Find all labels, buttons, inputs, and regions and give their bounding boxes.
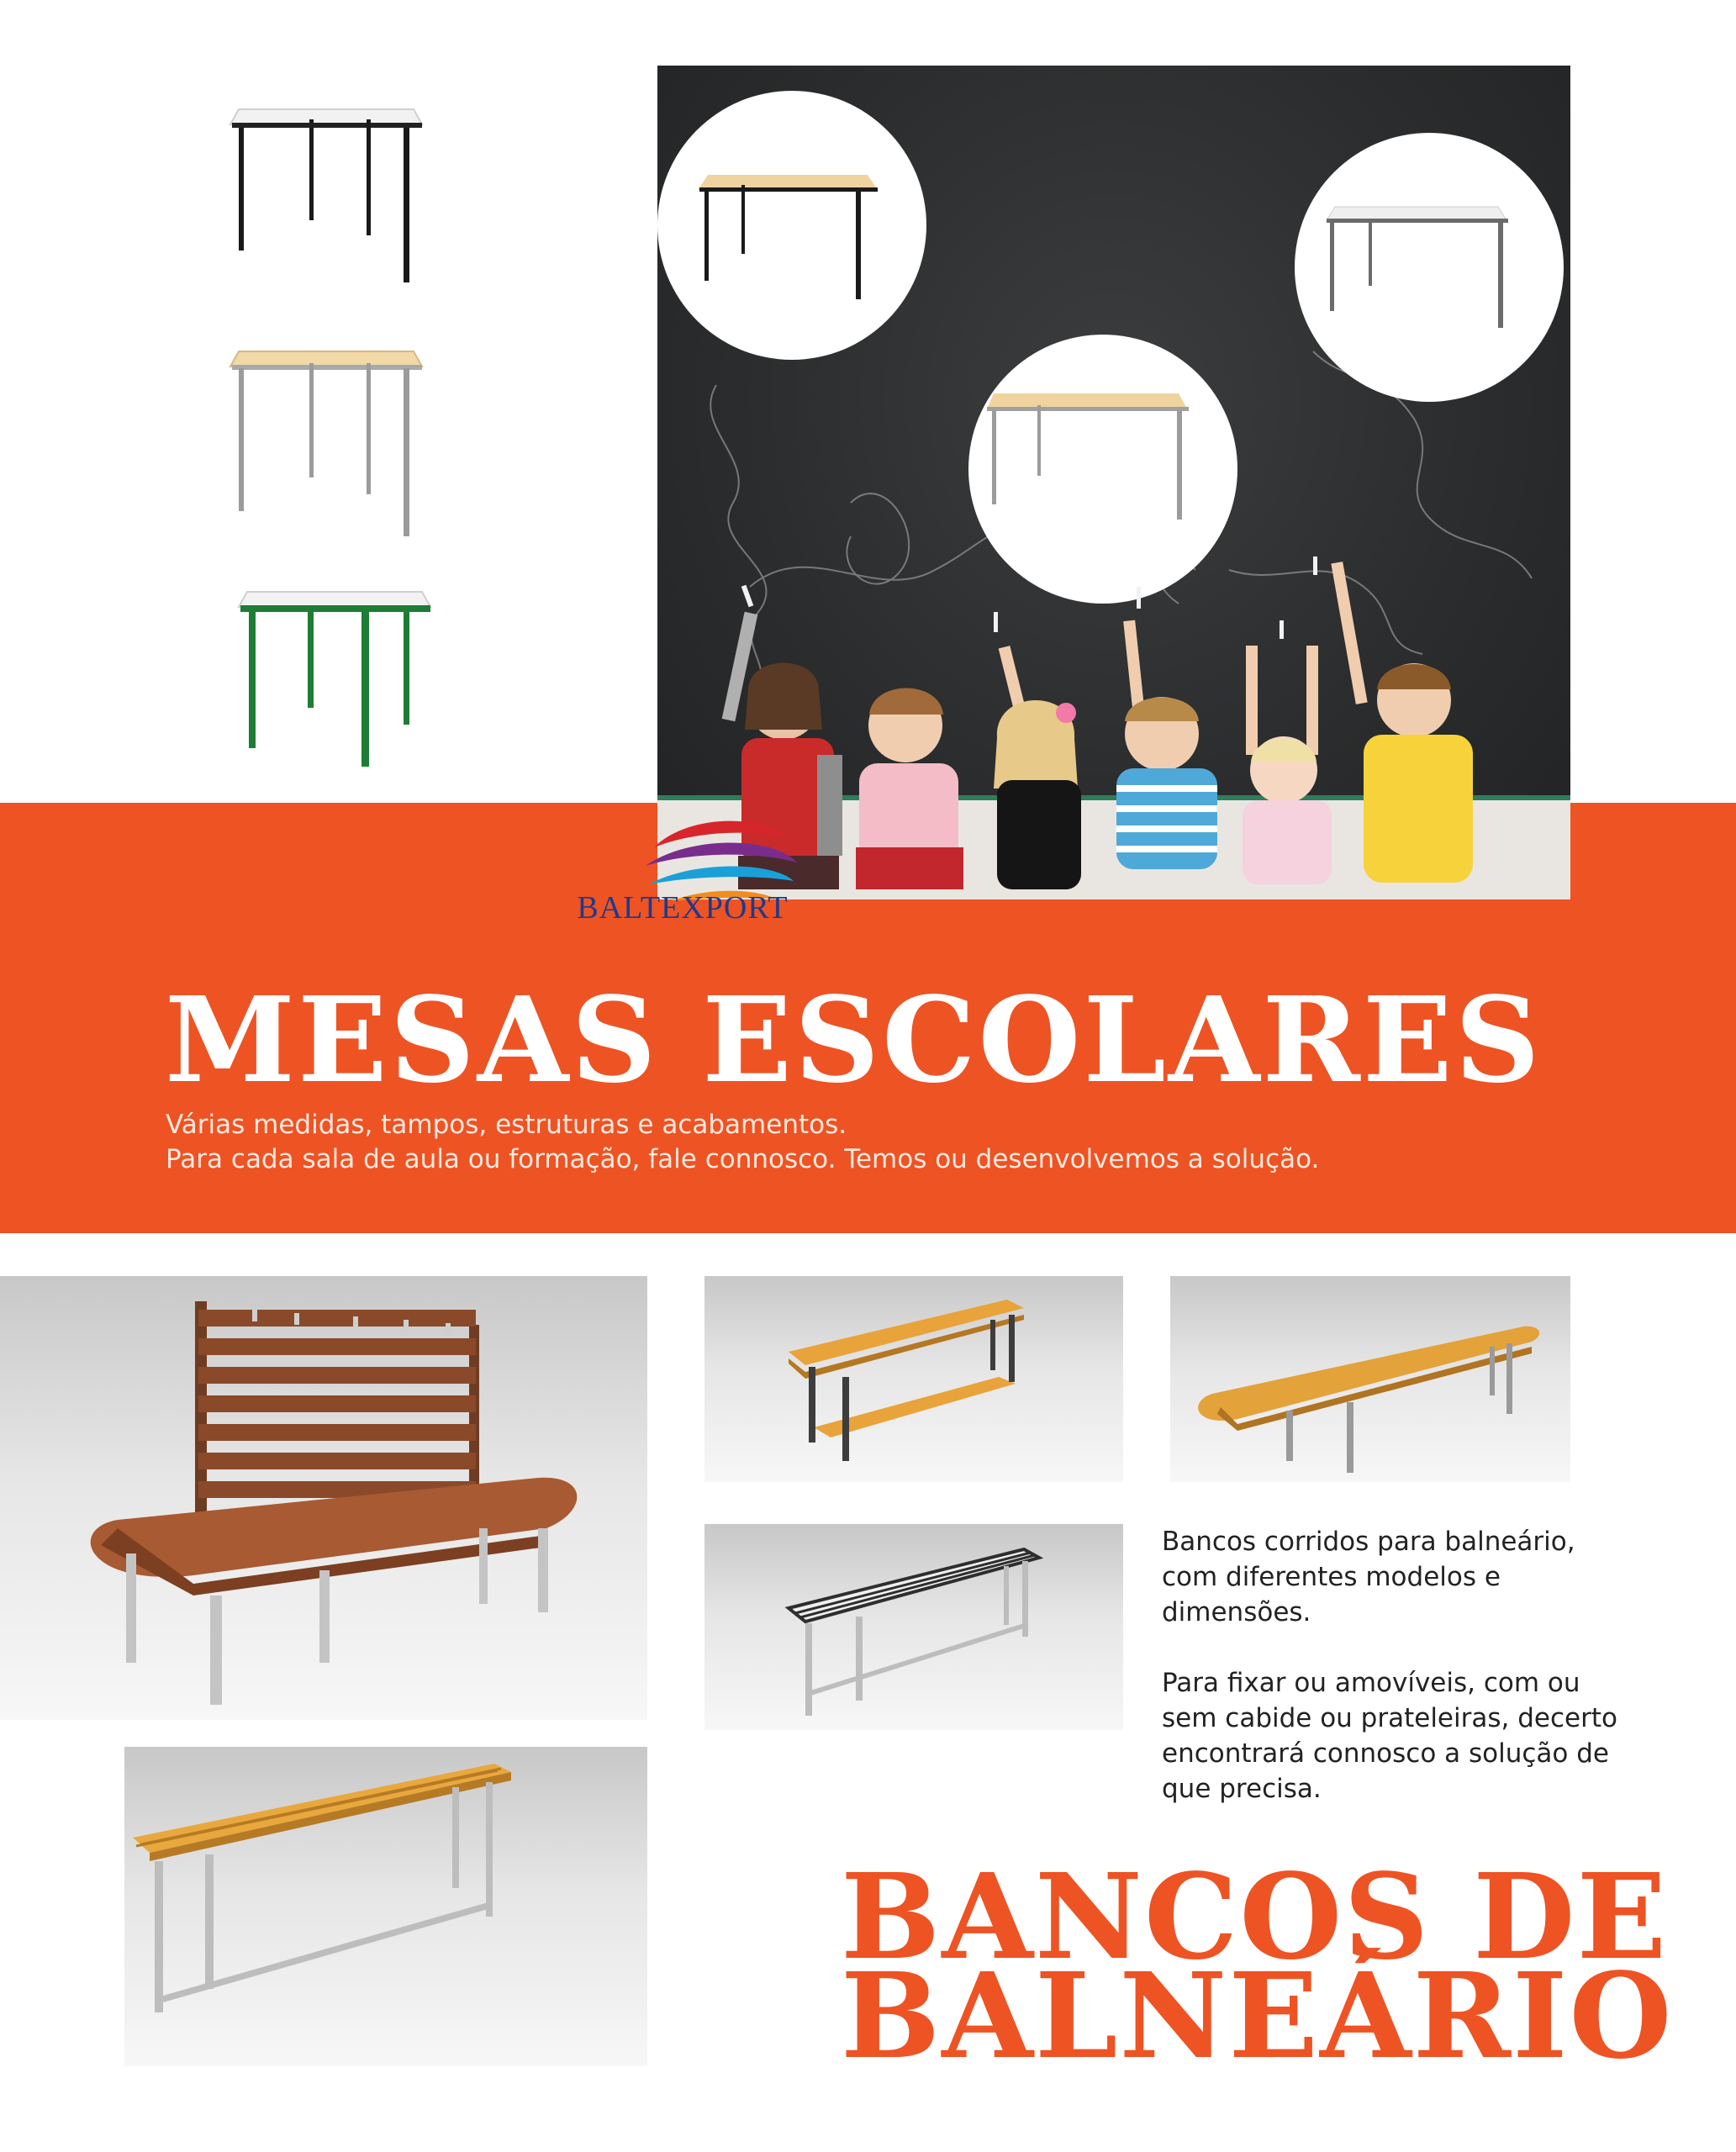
bench-render-round-end bbox=[1170, 1276, 1570, 1482]
table-thumbnail-grey bbox=[227, 343, 429, 562]
page-title: MESAS ESCOLARES bbox=[165, 972, 1543, 1110]
bench-render-with-shelf bbox=[704, 1276, 1123, 1482]
table-thumbnail-green bbox=[235, 587, 437, 805]
bench-render-island-with-hooks bbox=[0, 1276, 647, 1720]
classroom-photo bbox=[657, 66, 1570, 899]
bench-render-long-wooden bbox=[124, 1747, 647, 2066]
benches-title-line-1: BANCOS DE bbox=[841, 1849, 1669, 1986]
subtitle-line-1: Várias medidas, tampos, estruturas e acabamentos. bbox=[166, 1110, 847, 1140]
table-thumbnail-black bbox=[227, 92, 429, 311]
benches-description-p2: Para fixar ou amovíveis, com ou sem cabide ou prateleiras, decerto encontrará connosco a solução de que precisa. bbox=[1162, 1668, 1617, 1804]
logo-text: BALTEXPORT bbox=[577, 890, 789, 926]
hero-subtitle bbox=[166, 1108, 1319, 1177]
benches-title bbox=[841, 1849, 1674, 2086]
benches-title-line-2: BALNEÁRIO bbox=[841, 1948, 1674, 2086]
benches-description bbox=[1162, 1524, 1633, 1842]
benches-description-p1: Bancos corridos para balneário, com diferentes modelos e dimensões. bbox=[1162, 1527, 1575, 1627]
bench-render-white-slats bbox=[704, 1524, 1123, 1730]
subtitle-line-2: Para cada sala de aula ou formação, fale connosco. Temos ou desenvolvemos a solução. bbox=[166, 1144, 1320, 1174]
